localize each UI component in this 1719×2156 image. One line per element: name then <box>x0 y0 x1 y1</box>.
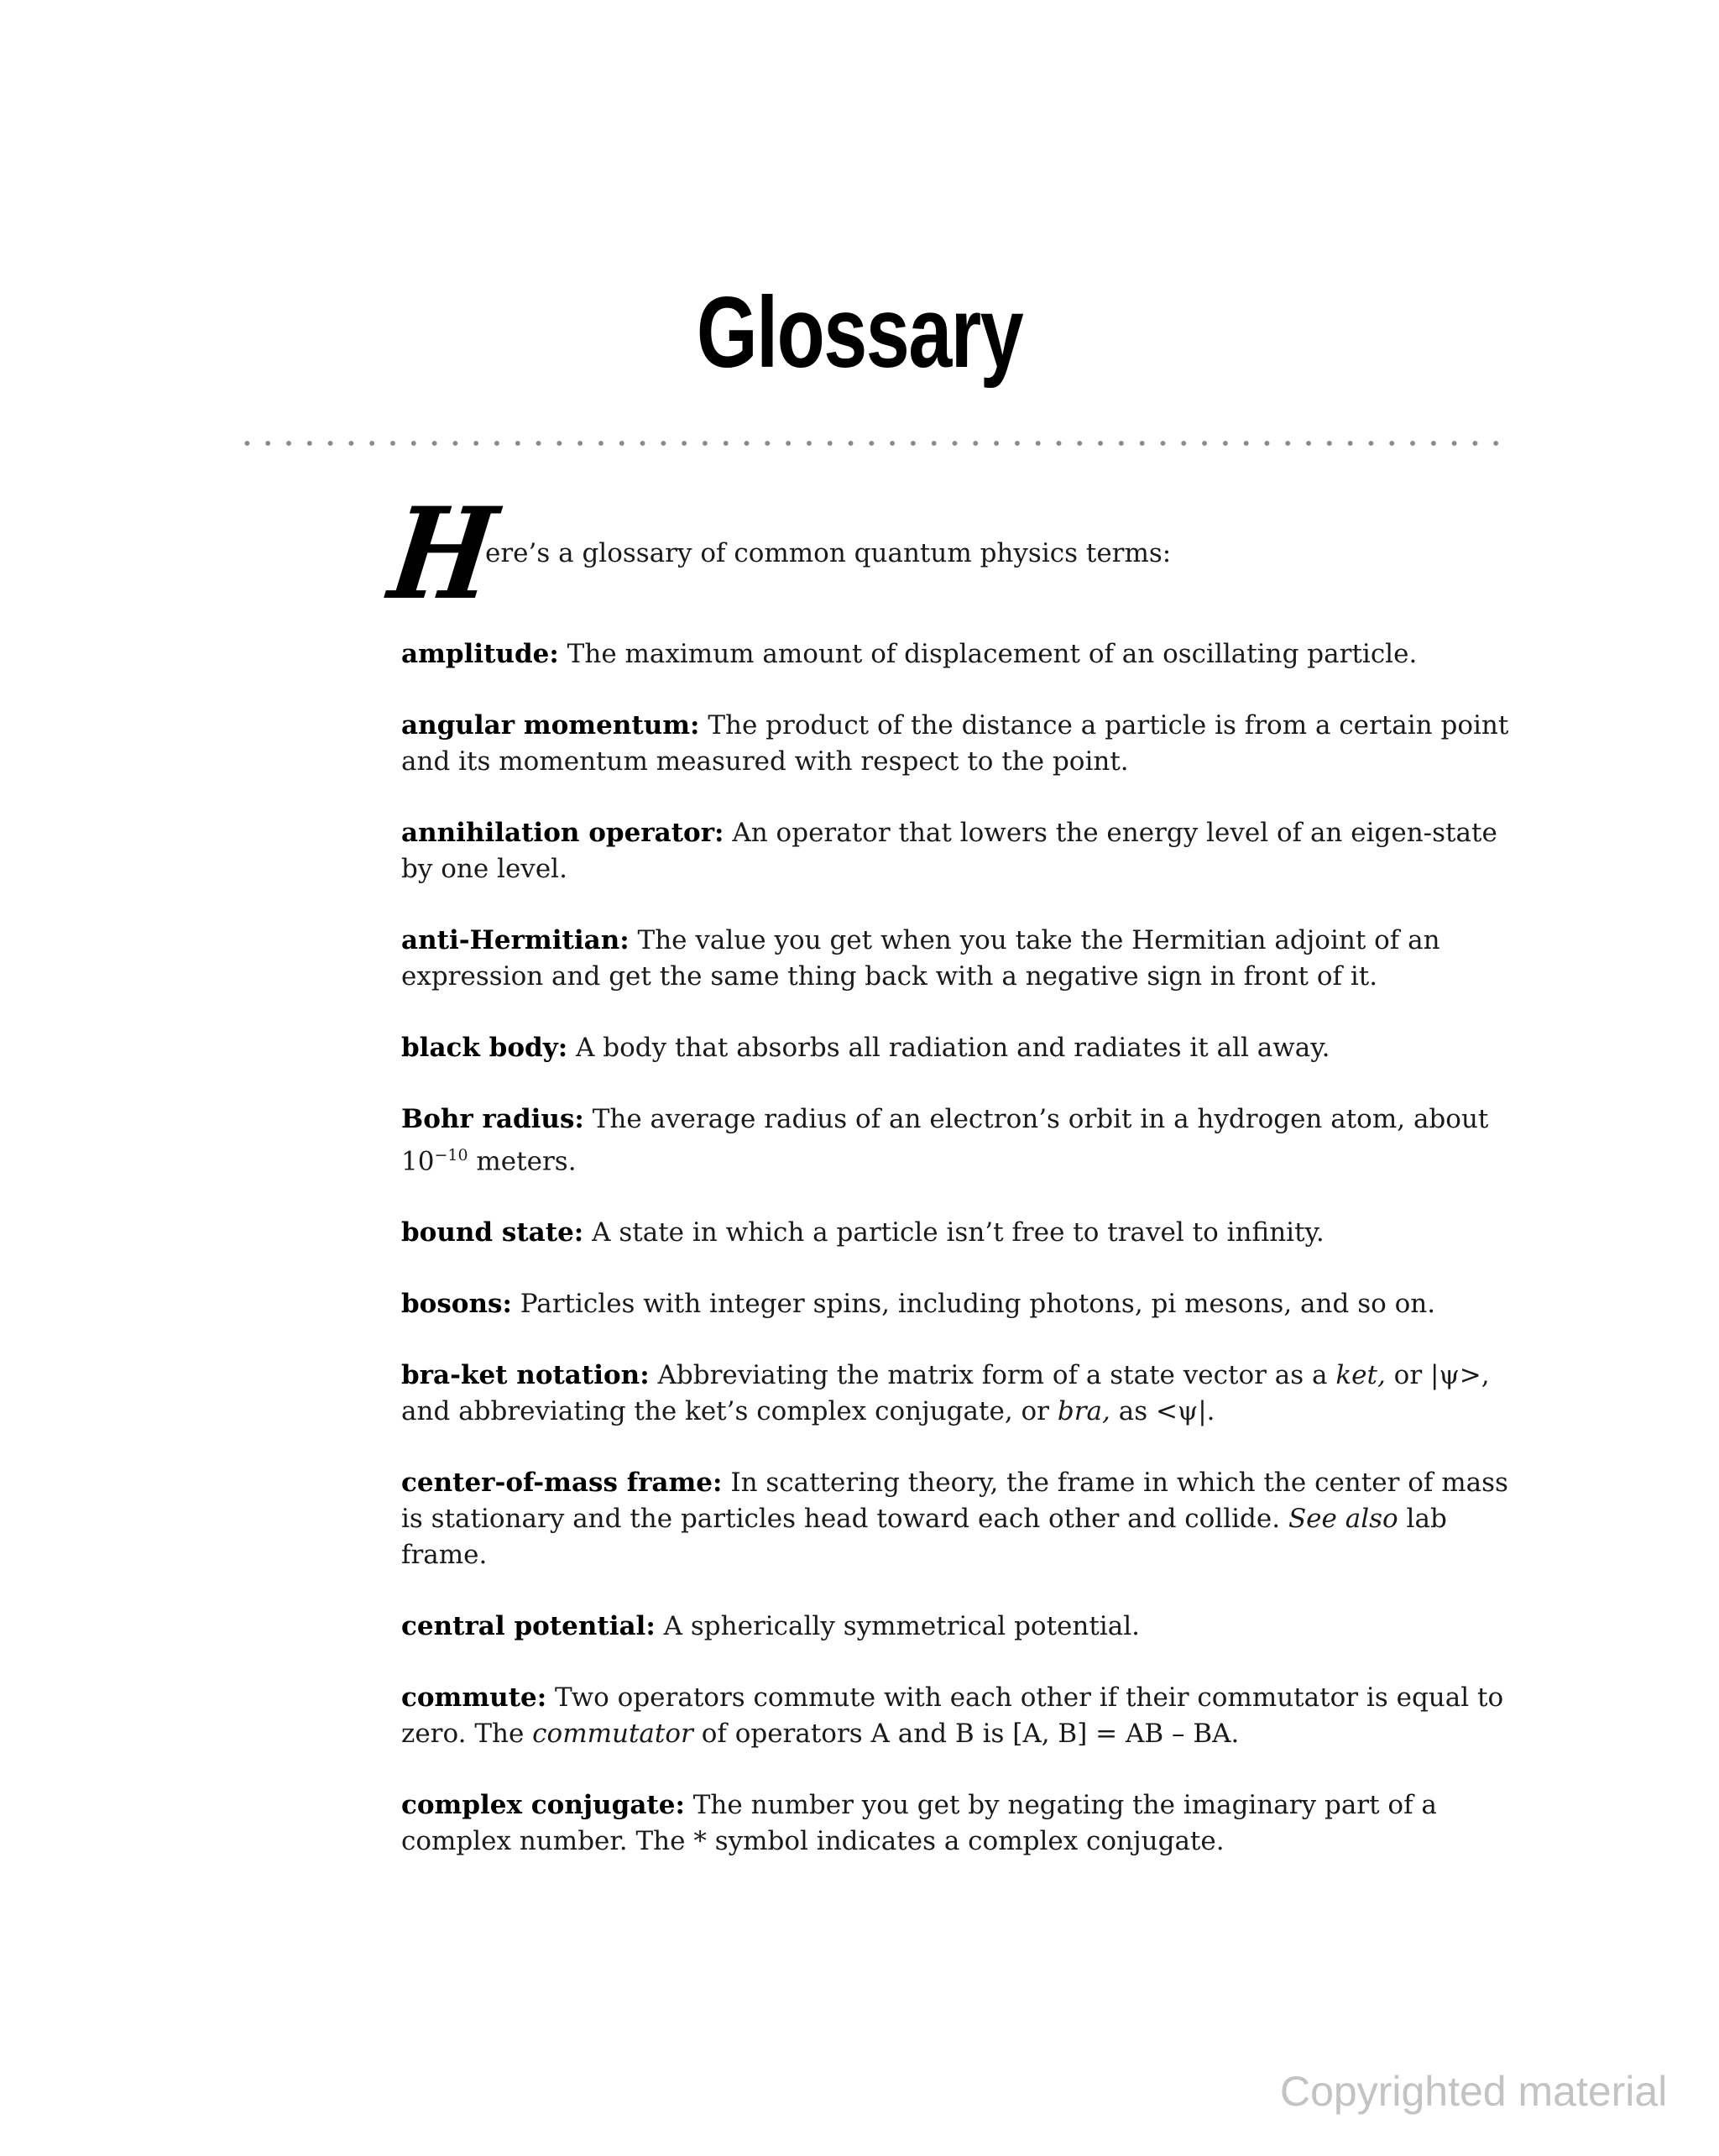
definition-text: The number you get by negating the imaginary part of a complex number. The * symbol indicates a complex conjugate. <box>401 1790 1437 1857</box>
glossary-term: anti-Hermitian: <box>401 925 630 955</box>
glossary-term: bound state: <box>401 1217 584 1248</box>
glossary-term: amplitude: <box>401 639 559 669</box>
definition-text: meters. <box>468 1146 577 1177</box>
superscript: −10 <box>434 1146 468 1164</box>
glossary-entry <box>401 1609 1509 1645</box>
glossary-term: bra-ket notation: <box>401 1360 650 1391</box>
glossary-term: center-of-mass frame: <box>401 1468 723 1499</box>
definition-text: The product of the distance a particle is from a certain point and its momentum measured with respect to the point. <box>401 710 1509 777</box>
definition-text: of operators A and B is [A, B] = AB – BA. <box>692 1719 1240 1750</box>
glossary-entry <box>401 1358 1509 1430</box>
definition-text: A body that absorbs all radiation and radiates it all away. <box>567 1033 1330 1063</box>
definition-text: or |ψ>, and abbreviating the ket’s complex conjugate, or <box>401 1360 1490 1427</box>
glossary-entry <box>401 1680 1509 1752</box>
definition-text: An operator that lowers the energy level of an eigen-state by one level. <box>401 818 1497 884</box>
glossary-term: annihilation operator: <box>401 818 724 848</box>
definition-text: lab frame. <box>401 1504 1447 1571</box>
definition-text: A spherically symmetrical potential. <box>655 1611 1140 1642</box>
glossary-entry <box>401 708 1509 780</box>
definition-text: In scattering theory, the frame in which the center of mass is stationary and the particles head toward each other and collide. <box>401 1468 1508 1535</box>
definition-text: Abbreviating the matrix form of a state vector as a <box>649 1360 1336 1391</box>
glossary-term: black body: <box>401 1033 568 1063</box>
intro-text: ere’s a glossary of common quantum physics terms: <box>485 538 1172 568</box>
definition-text: The value you get when you take the Hermitian adjoint of an expression and get the same thing back with a negative sign in front of it. <box>401 925 1440 992</box>
drop-cap: H <box>382 480 504 628</box>
definition-text: The average radius of an electron’s orbit in a hydrogen atom, about 10 <box>401 1104 1489 1177</box>
definition-text: as <ψ|. <box>1110 1396 1215 1427</box>
definition-text: Particles with integer spins, including photons, pi mesons, and so on. <box>511 1289 1436 1320</box>
glossary-entry <box>401 815 1509 887</box>
italic-term: commutator <box>532 1719 693 1750</box>
glossary-term: Bohr radius: <box>401 1104 584 1134</box>
page-title: Glossary <box>696 276 1023 389</box>
italic-term: ket, <box>1335 1360 1386 1391</box>
intro-paragraph <box>382 480 1509 628</box>
glossary-entry <box>401 1787 1509 1860</box>
dotted-divider <box>237 440 1504 447</box>
glossary-list <box>401 636 1509 1895</box>
glossary-term: central potential: <box>401 1611 656 1642</box>
glossary-entry <box>401 1215 1509 1251</box>
glossary-term: bosons: <box>401 1289 512 1320</box>
glossary-entry <box>401 923 1509 995</box>
copyright-watermark: Copyrighted material <box>1280 2068 1668 2115</box>
glossary-entry <box>401 1030 1509 1066</box>
glossary-term: commute: <box>401 1682 547 1714</box>
italic-term: bra, <box>1057 1396 1110 1427</box>
glossary-term: angular momentum: <box>401 710 700 740</box>
definition-text: Two operators commute with each other if their commutator is equal to zero. The <box>401 1682 1504 1750</box>
definition-text: The maximum amount of displacement of an oscillating particle. <box>558 639 1418 669</box>
glossary-entry <box>401 1286 1509 1322</box>
glossary-entry <box>401 1465 1509 1573</box>
glossary-term: complex conjugate: <box>401 1790 685 1821</box>
italic-term: See also <box>1288 1504 1398 1535</box>
glossary-entry <box>401 636 1509 672</box>
definition-text: A state in which a particle isn’t free to travel to infinity. <box>583 1217 1325 1248</box>
glossary-entry <box>401 1102 1509 1180</box>
